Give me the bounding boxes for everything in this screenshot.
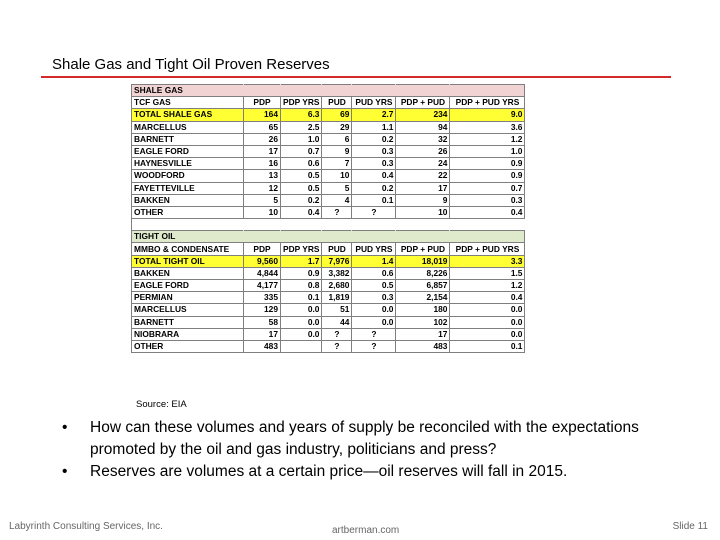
table-cell: 0.7 bbox=[450, 182, 525, 194]
footer-website: artberman.com bbox=[332, 525, 400, 536]
table-cell: 7 bbox=[322, 158, 352, 170]
table-cell: 2,154 bbox=[396, 292, 450, 304]
table-cell: 6,857 bbox=[396, 280, 450, 292]
header-row bbox=[132, 243, 525, 255]
table-cell: ? bbox=[322, 206, 352, 218]
table-cell: 1.0 bbox=[450, 145, 525, 157]
table-cell: 0.2 bbox=[352, 133, 396, 145]
table-row bbox=[132, 194, 525, 206]
bullet-item bbox=[62, 417, 702, 461]
section-header-shale-gas bbox=[132, 85, 525, 97]
column-header: PUD YRS bbox=[352, 243, 396, 255]
section-cell bbox=[322, 231, 352, 243]
table-cell: 51 bbox=[322, 304, 352, 316]
row-label: BAKKEN bbox=[132, 194, 244, 206]
table-row bbox=[132, 280, 525, 292]
row-label: PERMIAN bbox=[132, 292, 244, 304]
table-cell: 7,976 bbox=[322, 255, 352, 267]
table-cell: 1,819 bbox=[322, 292, 352, 304]
table-cell: 102 bbox=[396, 316, 450, 328]
column-header: PDP bbox=[244, 97, 281, 109]
row-label: TOTAL TIGHT OIL bbox=[132, 255, 244, 267]
table-cell: 0.9 bbox=[450, 170, 525, 182]
table-cell: 1.4 bbox=[352, 255, 396, 267]
table-cell: 1.1 bbox=[352, 121, 396, 133]
table-cell: 1.5 bbox=[450, 267, 525, 279]
table-cell: 1.0 bbox=[281, 133, 322, 145]
table-cell: 0.0 bbox=[450, 328, 525, 340]
table-cell: 18,019 bbox=[396, 255, 450, 267]
table-cell: 94 bbox=[396, 121, 450, 133]
table-cell: ? bbox=[352, 206, 396, 218]
table-cell: ? bbox=[352, 340, 396, 352]
table-cell: 0.3 bbox=[352, 292, 396, 304]
table-cell: 32 bbox=[396, 133, 450, 145]
section-cell bbox=[396, 231, 450, 243]
table-cell: 2,680 bbox=[322, 280, 352, 292]
bullet-item bbox=[62, 461, 702, 483]
footer-company: Labyrinth Consulting Services, Inc. bbox=[9, 521, 163, 532]
table-cell: 0.0 bbox=[450, 316, 525, 328]
table-cell: 0.9 bbox=[450, 158, 525, 170]
table-cell: 0.1 bbox=[352, 194, 396, 206]
row-label: EAGLE FORD bbox=[132, 145, 244, 157]
table-cell: 0.2 bbox=[281, 194, 322, 206]
table-cell: 0.1 bbox=[281, 292, 322, 304]
table-row bbox=[132, 145, 525, 157]
section-cell bbox=[450, 231, 525, 243]
row-label: OTHER bbox=[132, 340, 244, 352]
table-cell: 483 bbox=[244, 340, 281, 352]
spacer-cell bbox=[244, 219, 525, 231]
section-cell bbox=[352, 231, 396, 243]
table-cell: 4 bbox=[322, 194, 352, 206]
table-cell: 3.6 bbox=[450, 121, 525, 133]
table-cell: 10 bbox=[244, 206, 281, 218]
table-cell: 483 bbox=[396, 340, 450, 352]
column-header: PDP + PUD YRS bbox=[450, 243, 525, 255]
row-label: BARNETT bbox=[132, 133, 244, 145]
table-cell: 2.5 bbox=[281, 121, 322, 133]
table-cell: 3.3 bbox=[450, 255, 525, 267]
row-label: TOTAL SHALE GAS bbox=[132, 109, 244, 121]
table-cell: 65 bbox=[244, 121, 281, 133]
slide-title: Shale Gas and Tight Oil Proven Reserves bbox=[52, 56, 330, 73]
table-row bbox=[132, 182, 525, 194]
table-cell: 10 bbox=[322, 170, 352, 182]
reserves-table bbox=[131, 84, 525, 353]
table-cell: 9 bbox=[322, 145, 352, 157]
section-cell bbox=[450, 85, 525, 97]
section-cell bbox=[244, 85, 281, 97]
table-cell: 17 bbox=[396, 328, 450, 340]
row-label: OTHER bbox=[132, 206, 244, 218]
bullet-list bbox=[62, 417, 702, 483]
table-cell: 0.2 bbox=[352, 182, 396, 194]
table-row bbox=[132, 316, 525, 328]
row-label: FAYETTEVILLE bbox=[132, 182, 244, 194]
column-header: TCF GAS bbox=[132, 97, 244, 109]
section-cell bbox=[396, 85, 450, 97]
table-cell: 4,177 bbox=[244, 280, 281, 292]
table-cell: 0.5 bbox=[281, 182, 322, 194]
row-label: HAYNESVILLE bbox=[132, 158, 244, 170]
column-header: PDP + PUD YRS bbox=[450, 97, 525, 109]
table-cell: 12 bbox=[244, 182, 281, 194]
row-label: MARCELLUS bbox=[132, 304, 244, 316]
column-header: PUD bbox=[322, 97, 352, 109]
table-cell: 0.0 bbox=[281, 316, 322, 328]
table-row bbox=[132, 121, 525, 133]
table-cell: 0.4 bbox=[281, 206, 322, 218]
table-cell: 0.0 bbox=[450, 304, 525, 316]
table-cell: 17 bbox=[244, 145, 281, 157]
table-row bbox=[132, 304, 525, 316]
table-cell: 0.8 bbox=[281, 280, 322, 292]
table-cell: ? bbox=[322, 328, 352, 340]
table-cell: 129 bbox=[244, 304, 281, 316]
table-row bbox=[132, 267, 525, 279]
section-cell bbox=[281, 231, 322, 243]
table-cell bbox=[281, 340, 322, 352]
spacer-row bbox=[132, 219, 525, 231]
table-cell: 17 bbox=[244, 328, 281, 340]
table-cell: 0.4 bbox=[352, 170, 396, 182]
table-cell: 58 bbox=[244, 316, 281, 328]
table-cell: 13 bbox=[244, 170, 281, 182]
section-cell bbox=[281, 85, 322, 97]
table-cell: 0.4 bbox=[450, 206, 525, 218]
row-label: MARCELLUS bbox=[132, 121, 244, 133]
section-header-shale-gas-label: SHALE GAS bbox=[132, 85, 244, 97]
table-cell: 9 bbox=[396, 194, 450, 206]
table-cell: 164 bbox=[244, 109, 281, 121]
bullet-marker: • bbox=[62, 463, 68, 480]
table-cell: 26 bbox=[244, 133, 281, 145]
table-cell: 44 bbox=[322, 316, 352, 328]
table-cell: 0.3 bbox=[450, 194, 525, 206]
table-cell: 0.0 bbox=[352, 304, 396, 316]
section-header-tight-oil-label: TIGHT OIL bbox=[132, 231, 244, 243]
table-cell: 0.3 bbox=[352, 158, 396, 170]
table-cell: 2.7 bbox=[352, 109, 396, 121]
table-cell: 69 bbox=[322, 109, 352, 121]
column-header: PUD bbox=[322, 243, 352, 255]
table-row bbox=[132, 133, 525, 145]
table-cell: 0.5 bbox=[352, 280, 396, 292]
section-cell bbox=[244, 231, 281, 243]
table-cell: 0.6 bbox=[352, 267, 396, 279]
column-header: PDP + PUD bbox=[396, 97, 450, 109]
table-cell: 5 bbox=[244, 194, 281, 206]
table-cell: 8,226 bbox=[396, 267, 450, 279]
table-cell: 0.0 bbox=[281, 304, 322, 316]
total-row bbox=[132, 109, 525, 121]
table-cell: 0.1 bbox=[450, 340, 525, 352]
table-cell: 6.3 bbox=[281, 109, 322, 121]
table-cell: 0.4 bbox=[450, 292, 525, 304]
table-cell: 24 bbox=[396, 158, 450, 170]
table-row bbox=[132, 340, 525, 352]
row-label: NIOBRARA bbox=[132, 328, 244, 340]
source-note: Source: EIA bbox=[136, 399, 187, 410]
spacer-cell bbox=[132, 219, 244, 231]
column-header: MMBO & CONDENSATE bbox=[132, 243, 244, 255]
column-header: PUD YRS bbox=[352, 97, 396, 109]
title-underline bbox=[41, 76, 671, 78]
bullet-marker: • bbox=[62, 419, 68, 436]
table-cell: 17 bbox=[396, 182, 450, 194]
footer-slide-number: Slide 11 bbox=[672, 521, 708, 532]
table-cell: 0.0 bbox=[352, 316, 396, 328]
table-cell: ? bbox=[322, 340, 352, 352]
section-cell bbox=[352, 85, 396, 97]
table-cell: 6 bbox=[322, 133, 352, 145]
table-cell: ? bbox=[352, 328, 396, 340]
table-cell: 1.2 bbox=[450, 133, 525, 145]
column-header: PDP bbox=[244, 243, 281, 255]
table-row bbox=[132, 170, 525, 182]
table-cell: 1.2 bbox=[450, 280, 525, 292]
row-label: BARNETT bbox=[132, 316, 244, 328]
table-cell: 0.6 bbox=[281, 158, 322, 170]
bullet-text: Reserves are volumes at a certain price—oil reserves will fall in 2015. bbox=[90, 463, 568, 480]
table-cell: 0.0 bbox=[281, 328, 322, 340]
column-header: PDP YRS bbox=[281, 243, 322, 255]
table-cell: 16 bbox=[244, 158, 281, 170]
table-row bbox=[132, 158, 525, 170]
table-cell: 0.5 bbox=[281, 170, 322, 182]
table-cell: 5 bbox=[322, 182, 352, 194]
section-header-tight-oil bbox=[132, 231, 525, 243]
row-label: EAGLE FORD bbox=[132, 280, 244, 292]
section-cell bbox=[322, 85, 352, 97]
table-row bbox=[132, 292, 525, 304]
table-cell: 0.9 bbox=[281, 267, 322, 279]
table-cell: 3,382 bbox=[322, 267, 352, 279]
total-row bbox=[132, 255, 525, 267]
column-header: PDP + PUD bbox=[396, 243, 450, 255]
table-cell: 335 bbox=[244, 292, 281, 304]
table-cell: 9,560 bbox=[244, 255, 281, 267]
table-cell: 234 bbox=[396, 109, 450, 121]
table-cell: 26 bbox=[396, 145, 450, 157]
table-cell: 180 bbox=[396, 304, 450, 316]
table-cell: 9.0 bbox=[450, 109, 525, 121]
table-cell: 22 bbox=[396, 170, 450, 182]
header-row bbox=[132, 97, 525, 109]
row-label: BAKKEN bbox=[132, 267, 244, 279]
table-cell: 10 bbox=[396, 206, 450, 218]
table-cell: 4,844 bbox=[244, 267, 281, 279]
bullet-text: How can these volumes and years of supply be reconciled with the expectations promoted by the oil and gas industry, politicians and press? bbox=[90, 419, 639, 458]
table-row bbox=[132, 206, 525, 218]
column-header: PDP YRS bbox=[281, 97, 322, 109]
table-row bbox=[132, 328, 525, 340]
row-label: WOODFORD bbox=[132, 170, 244, 182]
table-cell: 29 bbox=[322, 121, 352, 133]
table-cell: 1.7 bbox=[281, 255, 322, 267]
table-cell: 0.7 bbox=[281, 145, 322, 157]
table-cell: 0.3 bbox=[352, 145, 396, 157]
